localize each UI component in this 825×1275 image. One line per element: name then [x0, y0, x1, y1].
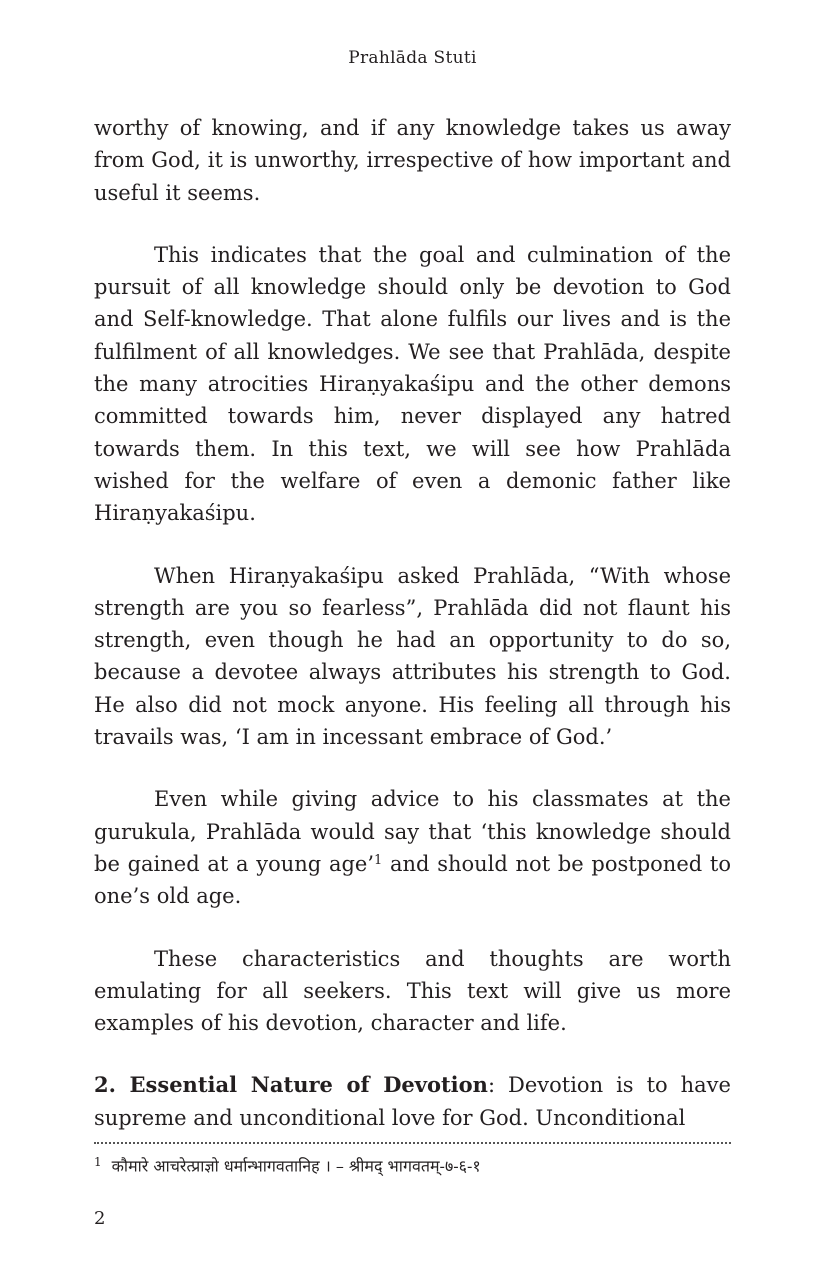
paragraph-4-text-a: Even while giving advice to his classmates at the gurukula, Prahlāda would say that ‘this knowledge should be gained at a young age’: [94, 787, 731, 876]
running-header: Prahlāda Stuti: [348, 48, 477, 68]
body-text: [94, 112, 731, 1134]
paragraph-3: When Hiraṇyakaśipu asked Prahlāda, “With whose strength are you so fearless”, Prahlāda did not flaunt his strength, even though he had an opportunity to do so, because a devotee always attributes his strength to God. He also did not mock anyone. His feeling all through his travails was, ‘I am in incessant embrace of God.’: [94, 563, 731, 750]
footnote-mark: 1: [94, 1155, 102, 1169]
footnote-text: कौमारे आचरेत्प्राज्ञो धर्मान्भागवतानिह । – श्रीमद् भागवतम्-७-६-१: [111, 1156, 481, 1176]
footnote: [94, 1150, 731, 1178]
paragraph-6: [94, 1069, 731, 1134]
paragraph-1: worthy of knowing, and if any knowledge takes us away from God, it is unworthy, irrespective of how important and useful it seems.: [94, 116, 731, 205]
section-heading: 2. Essential Nature of Devotion: [94, 1072, 488, 1098]
paragraph-4-text-b: and should not be postponed to one’s old age.: [94, 851, 731, 909]
paragraph-2: This indicates that the goal and culmination of the pursuit of all knowledge should only be devotion to God and Self-knowledge. That alone fulfils our lives and is the fulfilment of all knowledges. We see that Prahlāda, despite the many atrocities Hiraṇyakaśipu and the other demons committed towards him, never displayed any hatred towards them. In this text, we will see how Prahlāda wished for the welfare of even a demonic father like Hiraṇyakaśipu.: [94, 242, 731, 526]
paragraph-5: These characteristics and thoughts are worth emulating for all seekers. This text will give us more examples of his devotion, character and life.: [94, 946, 731, 1036]
footnote-divider: [94, 1142, 731, 1144]
paragraph-6-text: : Devotion is to have supreme and unconditional love for God. Unconditional: [94, 1073, 731, 1130]
page-number: 2: [94, 1208, 106, 1229]
footnote-reference[interactable]: 1: [374, 852, 383, 868]
paragraph-4: [94, 783, 731, 912]
